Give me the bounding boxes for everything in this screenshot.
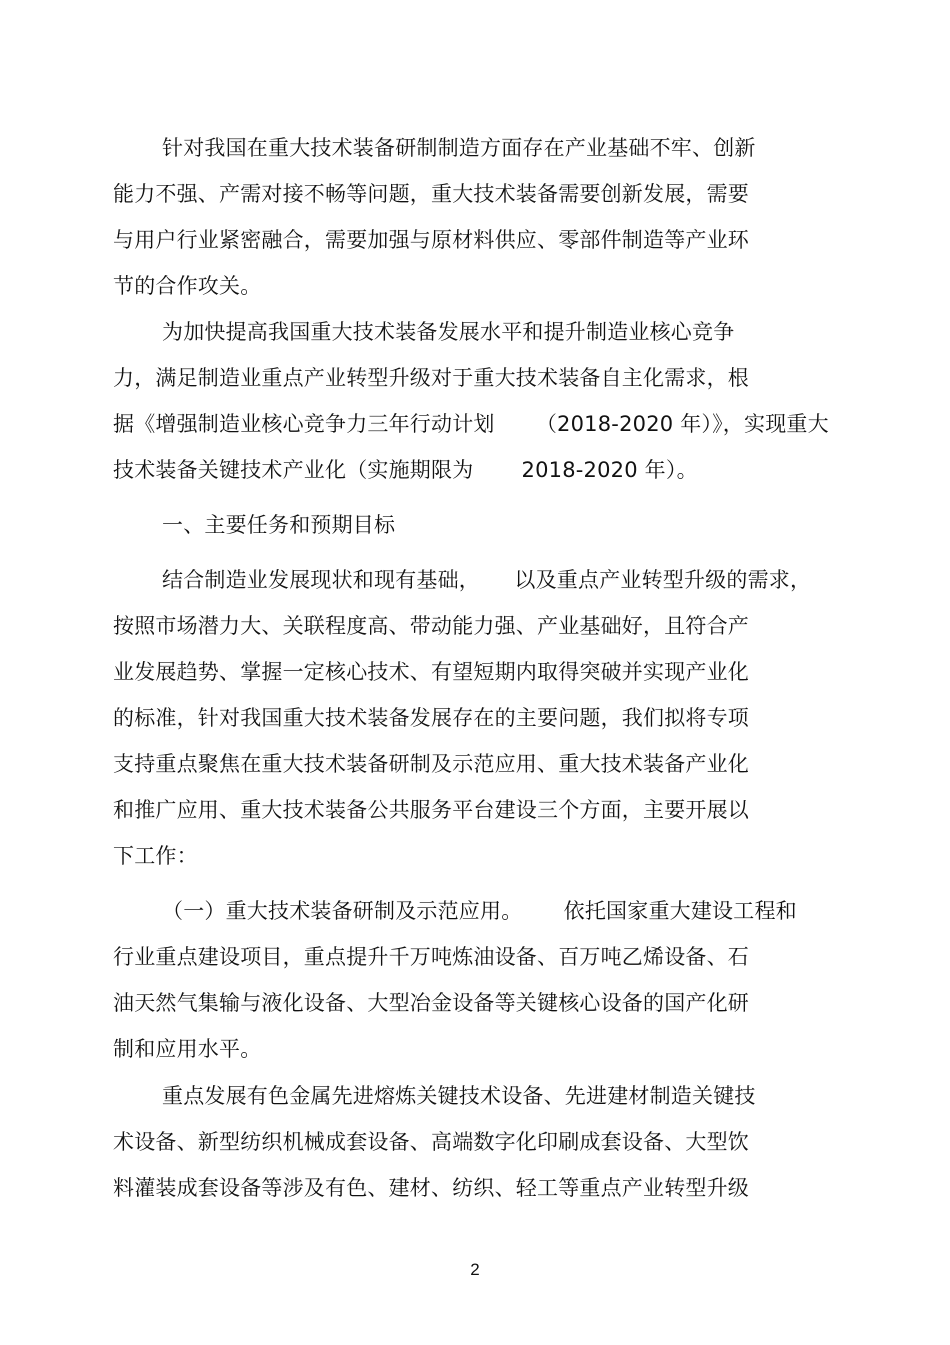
text-line: 据《增强制造业核心竞争力三年行动计划 （2018-2020 年）》，实现重大 — [113, 412, 829, 436]
text-line: 力，满足制造业重点产业转型升级对于重大技术装备自主化需求，根 — [113, 366, 749, 390]
text-line: 和推广应用、重大技术装备公共服务平台建设三个方面，主要开展以 — [113, 798, 749, 822]
text-line: 油天然气集输与液化设备、大型冶金设备等关键核心设备的国产化研 — [113, 991, 749, 1015]
text-line: 料灌装成套设备等涉及有色、建材、纺织、轻工等重点产业转型升级 — [113, 1176, 749, 1200]
text-line: 节的合作攻关。 — [113, 274, 262, 298]
text-line: 针对我国在重大技术装备研制制造方面存在产业基础不牢、创新 — [162, 136, 756, 160]
section-heading: 一、主要任务和预期目标 — [162, 513, 396, 537]
text-line: 术设备、新型纺织机械成套设备、高端数字化印刷成套设备、大型饮 — [113, 1130, 749, 1154]
text-line: 业发展趋势、掌握一定核心技术、有望短期内取得突破并实现产业化 — [113, 660, 749, 684]
page-number: 2 — [470, 1260, 480, 1279]
text-line: 制和应用水平。 — [113, 1037, 262, 1061]
text-line: 按照市场潜力大、关联程度高、带动能力强、产业基础好，且符合产 — [113, 614, 749, 638]
text-line: 技术装备关键技术产业化（实施期限为 2018-2020 年）。 — [113, 458, 698, 482]
text-line: 为加快提高我国重大技术装备发展水平和提升制造业核心竞争 — [162, 320, 735, 344]
text-line: 能力不强、产需对接不畅等问题，重大技术装备需要创新发展，需要 — [113, 182, 749, 206]
subsection-line: （一）重大技术装备研制及示范应用。 依托国家重大建设工程和 — [162, 899, 797, 923]
text-line: 结合制造业发展现状和现有基础， 以及重点产业转型升级的需求， — [162, 568, 812, 592]
text-line: 与用户行业紧密融合，需要加强与原材料供应、零部件制造等产业环 — [113, 228, 749, 252]
text-line: 支持重点聚焦在重大技术装备研制及示范应用、重大技术装备产业化 — [113, 752, 749, 776]
text-line: 重点发展有色金属先进熔炼关键技术设备、先进建材制造关键技 — [162, 1084, 756, 1108]
text-line: 下工作： — [113, 844, 198, 868]
text-line: 的标准，针对我国重大技术装备发展存在的主要问题，我们拟将专项 — [113, 706, 749, 730]
text-line: 行业重点建设项目，重点提升千万吨炼油设备、百万吨乙烯设备、石 — [113, 945, 749, 969]
